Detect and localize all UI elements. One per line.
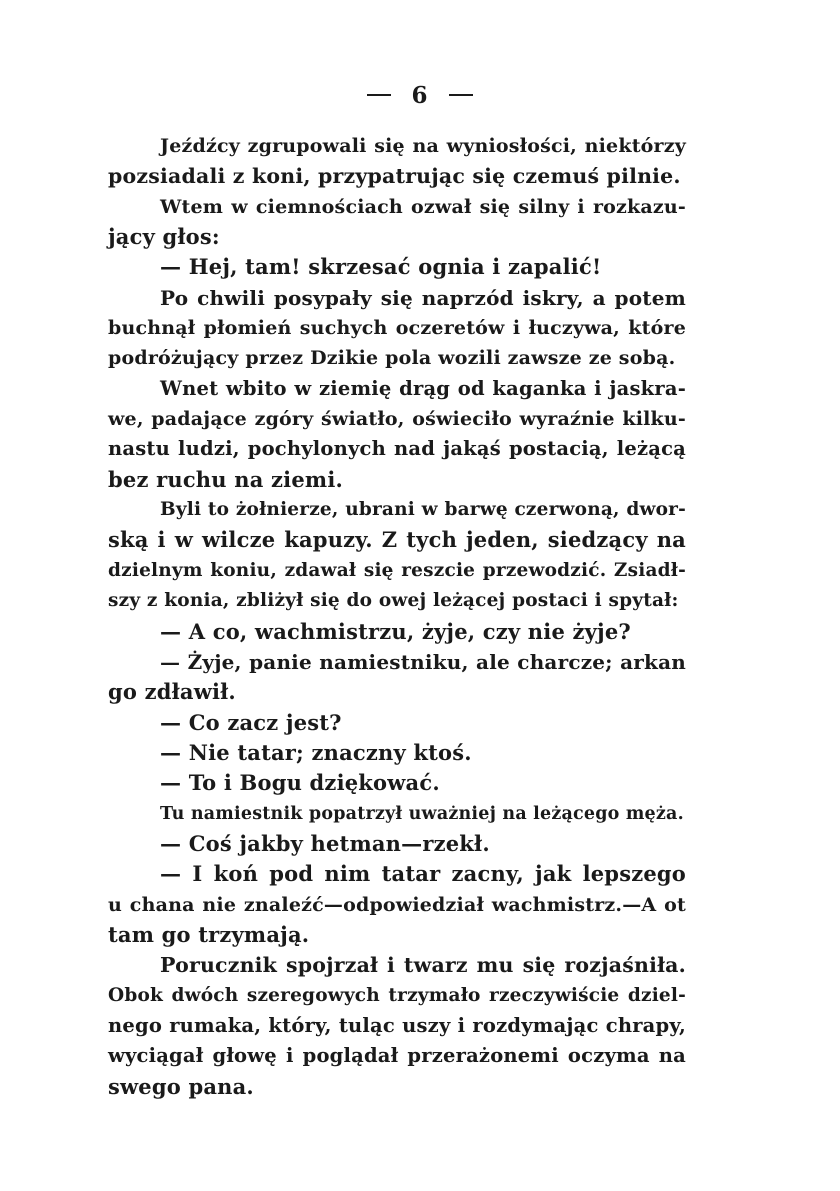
text-line: pozsiadali z koni, przypatrując się czemuś pilnie. bbox=[108, 164, 681, 189]
text-line: Wtem w ciemnościach ozwał się silny i rozkazu- bbox=[160, 195, 686, 218]
text-line: — Co zacz jest? bbox=[160, 709, 342, 735]
text-line: — Nie tatar; znaczny ktoś. bbox=[160, 739, 472, 765]
text-line: nastu ludzi, pochylonych nad jakąś postacią, leżącą bbox=[108, 437, 686, 461]
text-line: podróżujący przez Dzikie pola wozili zawsze ze sobą. bbox=[108, 347, 676, 370]
text-line: wyciągał głowę i poglądał przerażonemi oczyma na bbox=[108, 1044, 686, 1068]
text-line: — Coś jakby hetman—rzekł. bbox=[160, 830, 490, 856]
text-line: u chana nie znaleźć—odpowiedział wachmistrz.—A ot bbox=[108, 893, 686, 916]
text-line: — Żyje, panie namiestniku, ale charcze; arkan bbox=[160, 649, 686, 674]
text-line: we, padające zgóry światło, oświeciło wyraźnie kilku- bbox=[108, 408, 686, 431]
text-line: dzielnym koniu, zdawał się reszcie przewodzić. Zsiadł- bbox=[108, 559, 686, 581]
page-number: 6 bbox=[411, 82, 429, 109]
header-dash-right bbox=[449, 94, 473, 96]
text-line: buchnął płomień suchych oczeretów i łuczywa, które bbox=[108, 317, 686, 340]
page-header bbox=[0, 82, 840, 109]
text-line: swego pana. bbox=[108, 1073, 254, 1099]
body-text bbox=[108, 131, 686, 1102]
text-line: Wnet wbito w ziemię drąg od kaganka i jaskra- bbox=[160, 376, 686, 400]
text-line: nego rumaka, który, tuląc uszy i rozdymając chrapy, bbox=[108, 1013, 686, 1037]
text-line: szy z konia, zbliżył się do owej leżącej postaci i spytał: bbox=[108, 590, 679, 612]
text-line: ską i w wilcze kapuzy. Z tych jeden, siedzący na bbox=[108, 527, 686, 553]
text-line: bez ruchu na ziemi. bbox=[108, 466, 344, 492]
text-line: Jeźdźcy zgrupowali się na wyniosłości, niektórzy bbox=[160, 135, 686, 157]
text-line: — Hej, tam! skrzesać ognia i zapalić! bbox=[160, 254, 602, 280]
text-line: Tu namiestnik popatrzył uważniej na leżącego męża. bbox=[160, 803, 684, 824]
text-line: — To i Bogu dziękować. bbox=[160, 770, 440, 796]
text-line: jący głos: bbox=[108, 224, 220, 250]
header-dash-left bbox=[367, 94, 391, 96]
text-line: Byli to żołnierze, ubrani w barwę czerwoną, dwor- bbox=[160, 499, 686, 521]
text-line: Po chwili posypały się naprzód iskry, a potem bbox=[160, 285, 686, 310]
text-line: — I koń pod nim tatar zacny, jak lepszego bbox=[160, 861, 686, 887]
text-line: — A co, wachmistrzu, żyje, czy nie żyje? bbox=[160, 618, 631, 644]
text-line: tam go trzymają. bbox=[108, 921, 310, 947]
text-line: Porucznik spojrzał i twarz mu się rozjaśniła. bbox=[160, 953, 686, 978]
text-line: Obok dwóch szeregowych trzymało rzeczywiście dziel- bbox=[108, 984, 686, 1006]
text-line: go zdławił. bbox=[108, 679, 236, 705]
